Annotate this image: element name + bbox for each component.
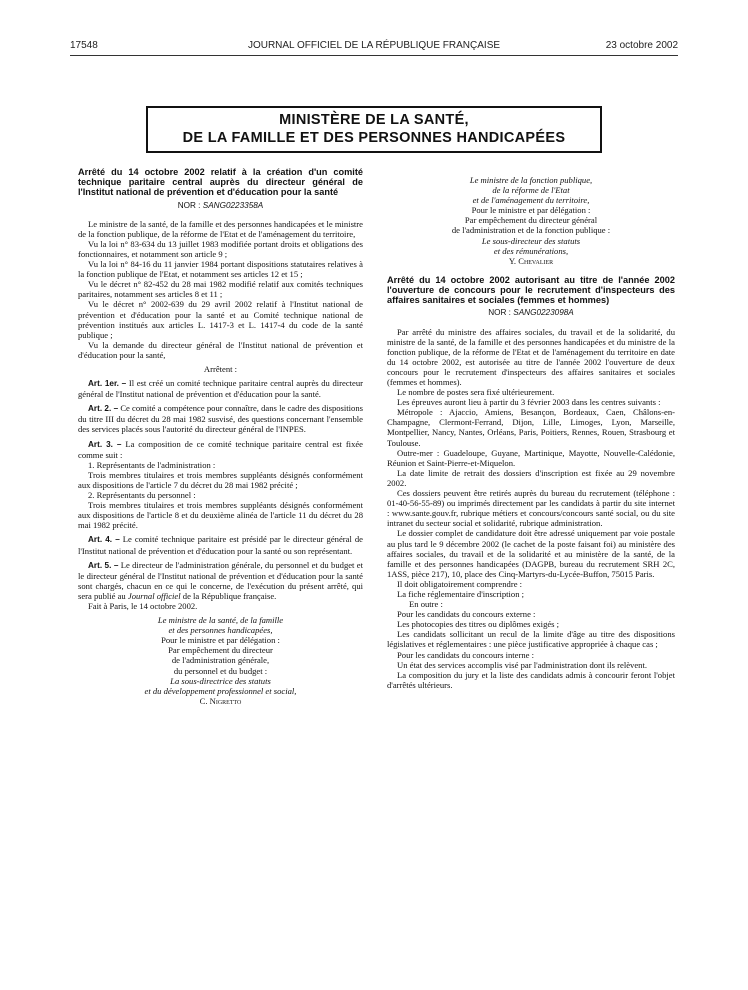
sig-line: La sous-directrice des statuts — [170, 675, 271, 686]
header-rule — [70, 55, 678, 56]
sig-line: Par empêchement du directeur général — [464, 215, 598, 226]
nor-label: NOR : — [488, 308, 514, 318]
article-3-item-1-text: Trois membres titulaires et trois membres suppléants désignés conformément aux dispositions de l'article 7 du décret du 28 mai 1982 précité ; — [78, 469, 363, 490]
signatory-name: C. Nigretto — [199, 695, 242, 706]
para-1: Par arrêté du ministre des affaires sociales, du travail et de la solidarité, du ministre de la santé, de la famille et des personnes handicapées et du ministre de la fonction publique, de la réforme de l'Etat et de l'aménagement du territoire en date du 14 octobre 2002, est autorisée au titre de l'année 2002 l'ouverture de deux concours pour le recrutement d'inspecteurs des affaires sanitaires et sociales (femmes et hommes). — [387, 326, 675, 388]
article-1-text: Il est créé un comité technique paritaire central auprès du directeur général de l'Institut national de prévention et d'éducation pour la santé. — [78, 378, 363, 400]
page-header — [70, 40, 678, 54]
para-16: Un état des services accomplis visé par l'administration dont ils relèvent. — [397, 659, 647, 670]
article-3-item-1: 1. Représentants de l'administration : — [88, 459, 216, 470]
visa-3: Vu le décret n° 82-452 du 28 mai 1982 modifié relatif aux comités techniques paritaires, notamment ses articles 8 et 11 ; — [78, 279, 363, 300]
sig-line: Le ministre de la fonction publique, — [469, 175, 593, 185]
nor-label: NOR : — [177, 200, 203, 210]
article-1-label: Art. 1er. – — [88, 379, 127, 389]
para-7: Ces dossiers peuvent être retirés auprès du bureau du recrutement (téléphone : 01-40-56-55-89) ou imprimés directement par les candidats à partir du site internet : www.sante.gouv.fr, rubrique métiers et concours/concours santé social, ou du site intranet du secteur social et solidarité, rubrique administration. — [387, 488, 675, 529]
nor-code: SANG0223098A — [513, 308, 574, 318]
para-13: Les photocopies des titres ou diplômes exigés ; — [397, 619, 560, 630]
sig-line: Pour le ministre et par délégation : — [161, 635, 280, 646]
decree-title-2: Arrêté du 14 octobre 2002 autorisant au titre de l'année 2002 l'ouverture de concours pour le recrutement d'inspecteurs des affaires sanitaires et sociales (femmes et hommes) — [387, 274, 675, 306]
sig-line: Le sous-directeur des statuts — [481, 235, 581, 246]
signatory-name: Y. Chevalier — [508, 255, 554, 266]
article-5 — [78, 560, 363, 601]
article-3-item-2: 2. Représentants du personnel : — [88, 490, 196, 501]
journal-officiel: Journal officiel — [127, 590, 181, 601]
ministry-box — [146, 106, 602, 153]
visa-5: Vu la demande du directeur général de l'Institut national de prévention et d'éducation pour la santé, — [78, 339, 363, 360]
right-column — [387, 175, 675, 690]
sig-line: et de l'aménagement du territoire, — [472, 195, 590, 206]
signature-block-1 — [78, 615, 363, 706]
para-2: Le nombre de postes sera fixé ultérieurement. — [397, 387, 555, 398]
nor-reference-2 — [387, 308, 675, 318]
article-3-text: La composition de ce comité technique paritaire central est fixée comme suit : — [78, 438, 363, 460]
page-number: 17548 — [70, 40, 98, 51]
issue-date: 23 octobre 2002 — [605, 40, 678, 51]
article-1 — [78, 378, 363, 399]
para-12: Pour les candidats du concours externe : — [397, 609, 536, 620]
article-4 — [78, 534, 363, 555]
ministry-line-2: DE LA FAMILLE ET DES PERSONNES HANDICAPÉES — [182, 130, 566, 146]
sig-line: et des personnes handicapées, — [168, 625, 273, 636]
visa-4: Vu le décret n° 2002-639 du 29 avril 2002 relatif à l'Institut national de prévention et d'éducation pour la santé et au Comité technique national de prévention institués aux articles L. 1417-3 et L. 1417-4 du code de la santé publique ; — [78, 299, 363, 340]
para-14: Les candidats sollicitant un recul de la limite d'âge au titre des dispositions législatives et réglementaires : une pièce justificative appropriée à chaque cas ; — [387, 629, 675, 650]
sig-line: de l'administration générale, — [171, 655, 270, 666]
sig-line: de l'administration et de la fonction publique : — [451, 225, 611, 236]
sig-line: du personnel et du budget : — [173, 665, 268, 676]
para-5: Outre-mer : Guadeloupe, Guyane, Martinique, Mayotte, Nouvelle-Calédonie, Réunion et Saint-Pierre-et-Miquelon. — [387, 447, 675, 468]
para-3: Les épreuves auront lieu à partir du 3 février 2003 dans les centres suivants : — [397, 397, 661, 408]
ministry-line-1: MINISTÈRE DE LA SANTÉ, — [279, 112, 469, 128]
para-10: La fiche réglementaire d'inscription ; — [397, 588, 525, 599]
decree-title-1: Arrêté du 14 octobre 2002 relatif à la création d'un comité technique paritaire central auprès du directeur général de l'Institut national de prévention et d'éducation pour la santé — [78, 167, 363, 198]
nor-code: SANG0223358A — [202, 200, 264, 210]
article-4-text: Le comité technique paritaire est présidé par le directeur général de l'Institut national de prévention et d'éducation pour la santé ou son représentant. — [78, 534, 363, 556]
sig-line: de la réforme de l'Etat — [492, 185, 570, 196]
visa-1: Vu la loi n° 83-634 du 13 juillet 1983 modifiée portant droits et obligations des fonctionnaires, et notamment son article 9 ; — [78, 238, 363, 259]
sig-line: Le ministre de la santé, de la famille — [157, 615, 284, 626]
sig-line: et du développement professionnel et social, — [144, 685, 297, 696]
visa-2: Vu la loi n° 84-16 du 11 janvier 1984 portant dispositions statutaires relatives à la fonction publique de l'Etat, et notamment ses articles 12 et 15 ; — [78, 259, 363, 280]
article-5-end: de la République française. — [180, 590, 277, 601]
preamble: Le ministre de la santé, de la famille et des personnes handicapées et le ministre de la fonction publique, de la réforme de l'Etat et de l'aménagement du territoire, — [78, 218, 363, 239]
journal-title: JOURNAL OFFICIEL DE LA RÉPUBLIQUE FRANÇAISE — [247, 40, 501, 51]
arretent: Arrêtent : — [203, 364, 238, 375]
para-11: En outre : — [409, 599, 443, 610]
para-4: Métropole : Ajaccio, Amiens, Besançon, Bordeaux, Caen, Châlons-en-Champagne, Clermont-Ferrand, Dijon, Lille, Limoges, Lyon, Marseille, Montpellier, Nancy, Nantes, Orléans, Paris, Poitiers, Rennes, Rouen, Strasbourg et Toulouse. — [387, 407, 675, 448]
article-4-label: Art. 4. – — [88, 535, 120, 545]
para-15: Pour les candidats du concours interne : — [397, 649, 534, 660]
article-2 — [78, 403, 363, 434]
sig-line: et des rémunérations, — [493, 245, 569, 256]
article-5-label: Art. 5. – — [88, 560, 119, 570]
left-column — [78, 167, 363, 706]
sig-line: Par empêchement du directeur — [168, 645, 273, 656]
article-3-item-2-text: Trois membres titulaires et trois membres suppléants désignés conformément aux dispositions de l'article 8 et du deuxième alinéa de l'article 11 du décret du 28 mai 1982 précité. — [78, 500, 363, 531]
article-2-text: Ce comité a compétence pour connaître, dans le cadre des dispositions du titre III du décret du 28 mai 1982 susvisé, des questions concernant l'ensemble des services placés sous l'autorité du directeur général de l'INPES. — [78, 403, 363, 435]
article-5-text: Le directeur de l'administration générale, du personnel et du budget et le directeur général de l'Institut national de prévention et d'éducation pour la santé sont chargés, chacun en ce qui le concerne, de l'exécution du présent arrêté, qui sera publié au — [78, 559, 363, 601]
para-17: La composition du jury et la liste des candidats admis à concourir feront l'objet d'arrêtés ultérieurs. — [387, 669, 675, 690]
sig-line: Pour le ministre et par délégation : — [471, 205, 591, 216]
article-3-label: Art. 3. – — [88, 439, 122, 449]
para-6: La date limite de retrait des dossiers d'inscription est fixée au 29 novembre 2002. — [387, 467, 675, 488]
signature-block-2 — [387, 175, 675, 266]
fait-a-paris: Fait à Paris, le 14 octobre 2002. — [88, 600, 198, 611]
para-8: Le dossier complet de candidature doit être adressé uniquement par voie postale au plus tard le 9 décembre 2002 (le cachet de la poste faisant foi) au ministère des affaires sociales, du travail et de la solidarité et au ministère de la santé, de la famille et des personnes handicapées (DAGPB, bureau du recrutement SRH 2C, 1ASS, pièce 217), 10, place des Cinq-Martyrs-du-Lycée-Buffon, 75015 Paris. — [387, 528, 675, 579]
article-3 — [78, 439, 363, 460]
nor-reference-1 — [78, 201, 363, 211]
article-2-label: Art. 2. – — [88, 404, 119, 414]
para-9: Il doit obligatoirement comprendre : — [397, 578, 523, 589]
